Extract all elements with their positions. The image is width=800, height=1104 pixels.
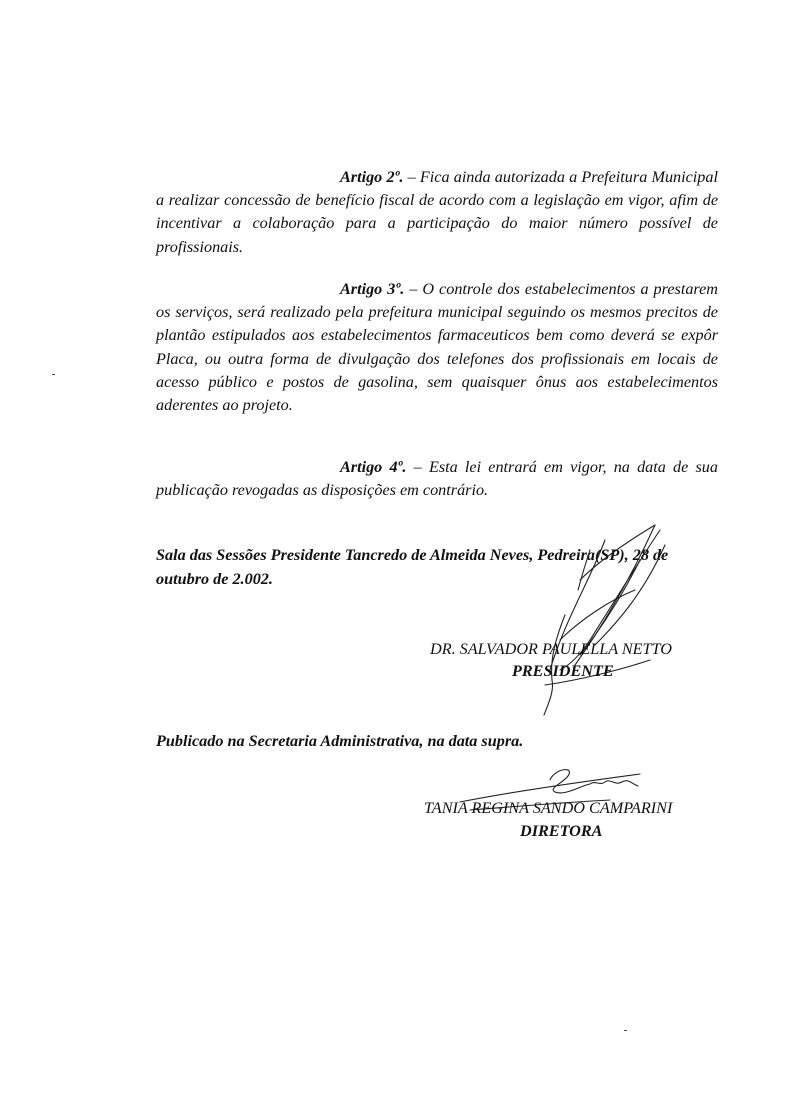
director-name: TANIA REGINA SANDO CAMPARINI [424,799,673,817]
artigo-4-text: – Esta lei entrará em vigor, na data de sua publicação revogadas as disposições em contrário. [156,458,718,500]
president-title: PRESIDENTE [512,662,614,680]
artigo-4-paragraph [156,456,718,502]
president-name: DR. SALVADOR PAULELLA NETTO [430,640,672,658]
director-title: DIRETORA [520,822,603,840]
artigo-2-text: – Fica ainda autorizada a Prefeitura Municipal a realizar concessão de benefício fiscal de acordo com a legislação em vigor, afim de incentivar a colaboração para a participação do maior número possível de profissionais. [156,168,718,256]
artigo-3-label: Artigo 3º. [340,280,405,298]
artigo-3-text: – O controle dos estabelecimentos a prestarem os serviços, será realizado pela prefeitura municipal seguindo os mesmos precitos de plantão estipulados aos estabelecimentos farmaceuticos bem como deverá se expôr Placa, ou outra forma de divulgação dos telefones dos profissionais em locais de acesso público e postos de gasolina, sem quaisquer ônus aos estabelecimentos aderentes ao projeto. [156,280,718,415]
scan-speck [52,374,55,375]
sala-das-sessoes-line: Sala das Sessões Presidente Tancredo de Almeida Neves, Pedreira(SP), 28 de outubro de 2.002. [156,546,669,588]
artigo-2-label: Artigo 2º. [340,168,404,186]
publicado-line: Publicado na Secretaria Administrativa, na data supra. [156,732,524,750]
artigo-3-paragraph [156,278,718,417]
scan-speck [624,1030,627,1031]
artigo-2-paragraph [156,166,718,259]
artigo-4-label: Artigo 4º. [340,458,407,476]
